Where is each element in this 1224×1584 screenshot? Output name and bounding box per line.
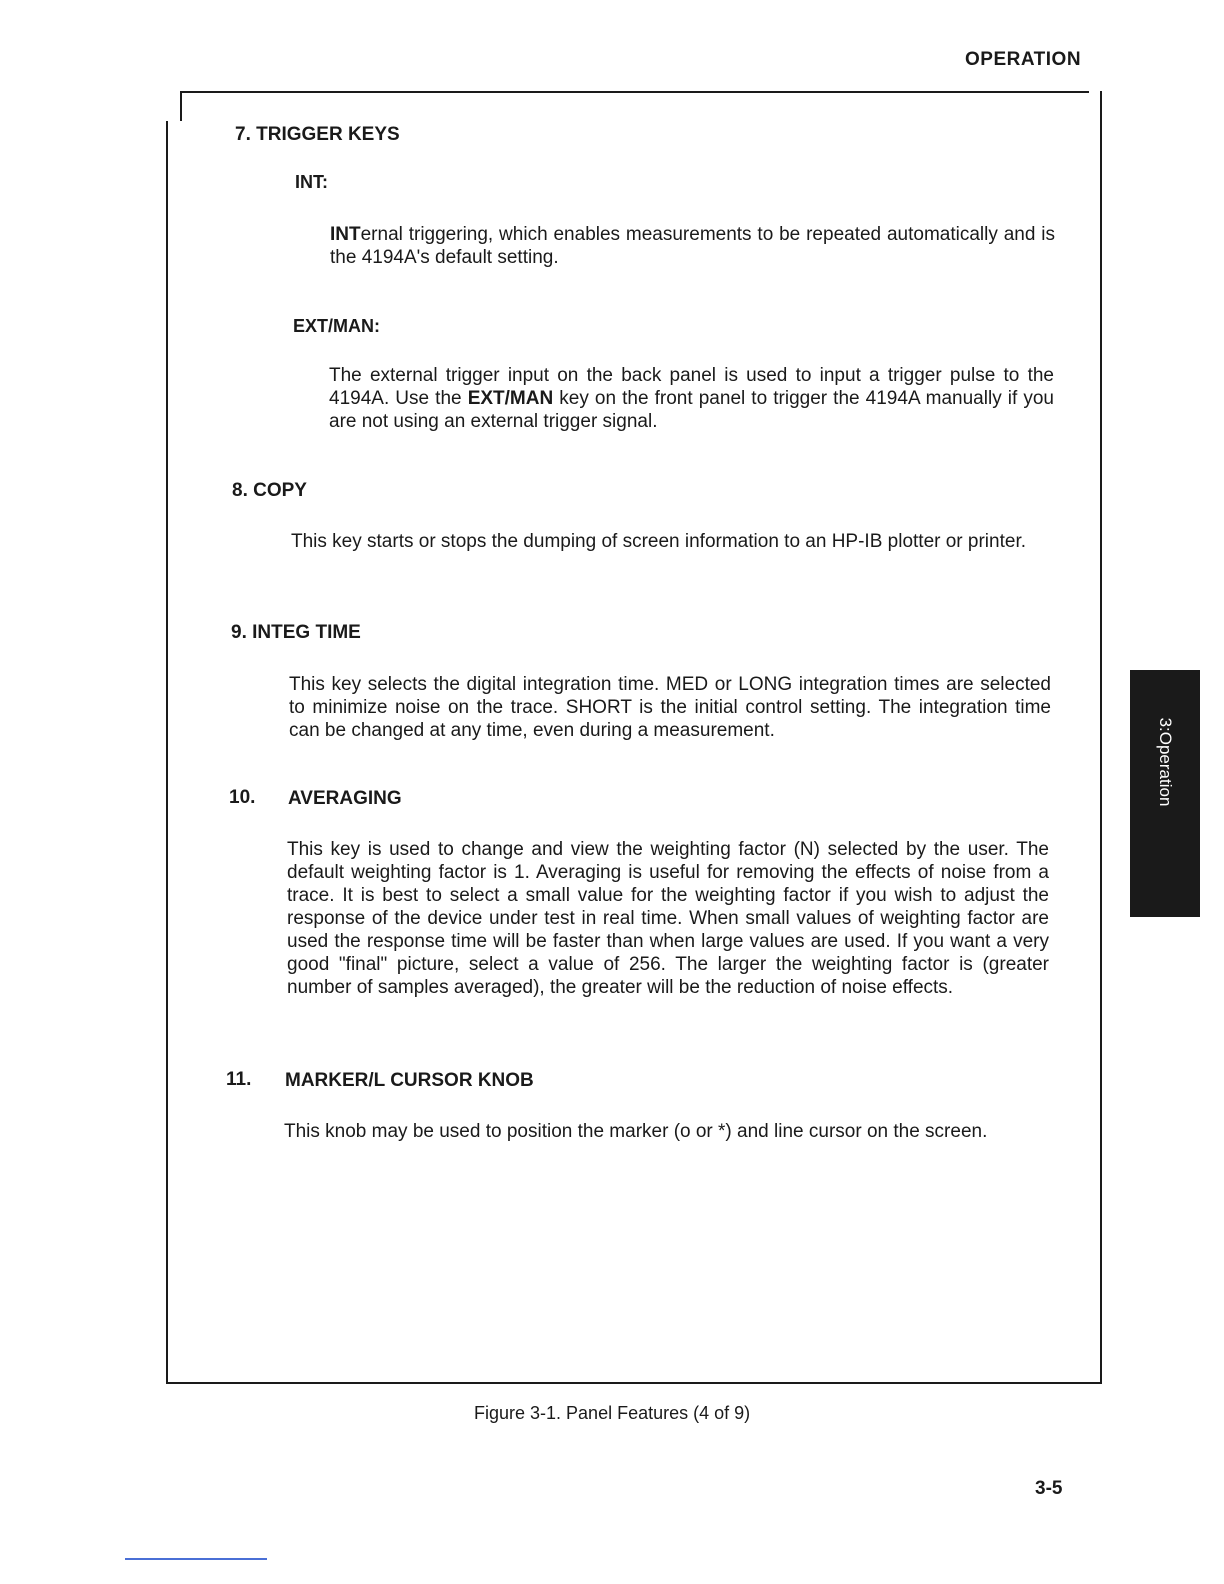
heading-marker-cursor-knob: MARKER/L CURSOR KNOB (285, 1070, 534, 1091)
int-text: ernal triggering, which enables measurements to be repeated automatically and is the 4194A's default setting. (330, 224, 1055, 268)
figure-caption: Figure 3-1. Panel Features (4 of 9) (474, 1403, 751, 1423)
int-lead: INT (330, 224, 361, 245)
paragraph-integ-time: This key selects the digital integration time. MED or LONG integration times are selected to minimize noise on the trace. SHORT is the initial control setting. The integration time can be changed at any time, even during a measurement. (289, 674, 1051, 741)
heading-trigger-keys: 7. TRIGGER KEYS (235, 124, 400, 145)
ext-man-text-2: key on the front panel to trigger the 4194A manually if you are not using an external trigger signal. (329, 388, 1054, 432)
paragraph-copy: This key starts or stops the dumping of screen information to an HP-IB plotter or printer. (291, 531, 1026, 552)
heading-averaging: AVERAGING (288, 788, 402, 809)
heading-integ-time: 9. INTEG TIME (231, 622, 361, 643)
section-side-tab-label: 3:Operation (1156, 717, 1175, 807)
paragraph-marker-cursor-knob: This knob may be used to position the marker (o or *) and line cursor on the screen. (284, 1121, 988, 1142)
footer-rule (125, 1558, 267, 1560)
ext-man-text-1: The external trigger input on the back panel is used to input a trigger pulse to the 4194A. Use the (329, 365, 1054, 409)
page-number: 3-5 (1035, 1478, 1063, 1499)
ext-man-key: EXT/MAN (467, 388, 554, 409)
figure-frame-top-rule (180, 91, 1089, 93)
heading-copy: 8. COPY (232, 480, 307, 501)
paragraph-ext-man (329, 364, 1054, 433)
heading-marker-number: 11. (226, 1069, 252, 1090)
paragraph-int (330, 223, 1055, 269)
running-header: OPERATION (965, 49, 1082, 70)
subheading-ext-man: EXT/MAN: (293, 316, 380, 336)
heading-averaging-number: 10. (229, 787, 256, 808)
paragraph-averaging: This key is used to change and view the weighting factor (N) selected by the user. The default weighting factor is 1. Averaging is useful for removing the effects of noise from a trace. It is best to select a small value for the weighting factor if you wish to adjust the response of the device under test in real time. When small values of weighting factor are used the response time will be faster than when large values are used. If you want a very good "final" picture, select a value of 256. The larger the weighting factor is (greater number of samples averaged), the greater will be the reduction of noise effects. (287, 839, 1049, 998)
subheading-int: INT: (295, 172, 328, 192)
